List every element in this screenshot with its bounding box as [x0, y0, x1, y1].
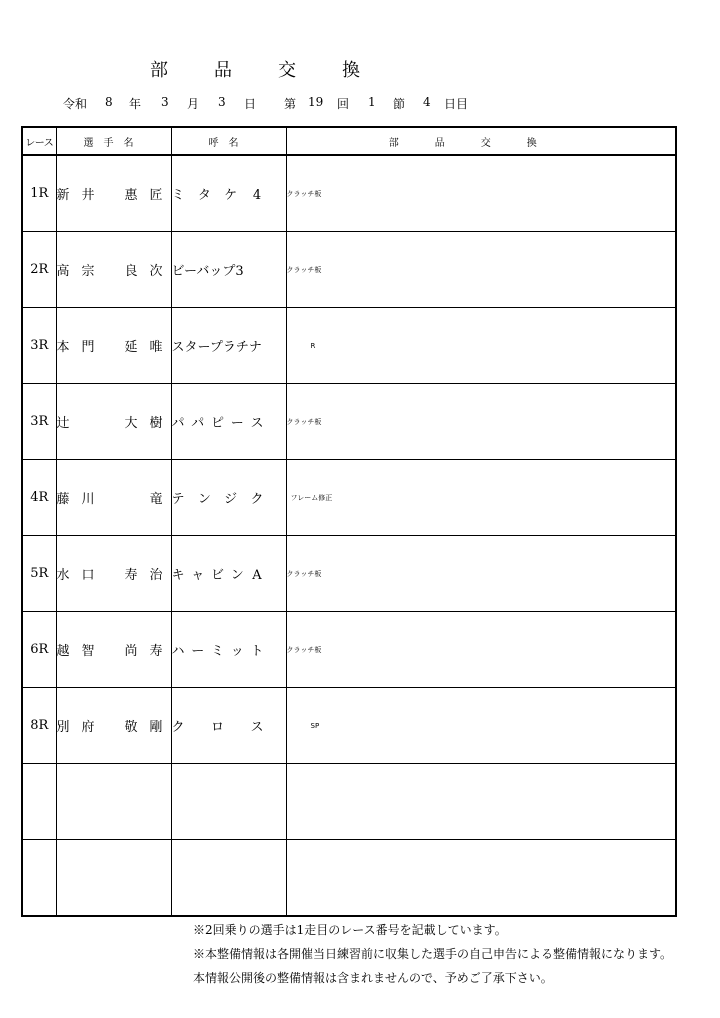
date-month-unit: 月: [187, 97, 200, 111]
call-name: [171, 688, 286, 764]
call-name-char: ク: [250, 492, 264, 507]
player-name-char: 新: [56, 188, 70, 203]
parts-exchanged: クラッチ板: [286, 155, 676, 232]
player-name: [56, 232, 171, 308]
call-name-char: ジ: [224, 492, 238, 507]
table-row: [22, 764, 676, 840]
player-name-char: 樹: [149, 416, 163, 431]
player-name-char: 高: [56, 264, 70, 279]
date-month: 3: [161, 95, 169, 109]
player-name-char: 宗: [81, 264, 95, 279]
date-era: 令和: [63, 97, 88, 111]
call-name-char: ー: [230, 416, 244, 431]
player-name-char: 府: [81, 720, 95, 735]
call-name-char: ハ: [171, 644, 185, 659]
player-name-char: 水: [56, 568, 70, 583]
notes: [193, 918, 672, 990]
player-name-char: 寿: [149, 644, 163, 659]
date-year-unit: 年: [129, 97, 142, 111]
table-row: [22, 840, 676, 917]
call-name-char: ス: [250, 720, 264, 735]
call-name-char: ャ: [191, 568, 205, 583]
player-name-char: 智: [81, 644, 95, 659]
series-number: 19: [308, 95, 324, 109]
note-line: ※本整備情報は各開催当日練習前に収集した選手の自己申告による整備情報になります。: [193, 947, 673, 961]
player-name: [56, 155, 171, 232]
parts-exchanged: クラッチ板: [286, 612, 676, 688]
player-name-char: 剛: [149, 720, 163, 735]
call-name: [171, 764, 286, 840]
series-unit: 回: [337, 97, 350, 111]
call-name-char: ン: [230, 568, 244, 583]
player-name: [56, 460, 171, 536]
parts-exchanged: クラッチ板: [286, 536, 676, 612]
player-name-char: 延: [124, 340, 138, 355]
player-name-char: 井: [81, 188, 95, 203]
player-name-char: 寿: [124, 568, 138, 583]
call-name-char: ッ: [230, 644, 244, 659]
player-name-char: 惠: [124, 188, 138, 203]
parts-exchanged: SP: [286, 688, 676, 764]
call-name-char: ケ: [224, 188, 238, 203]
table-row: [22, 460, 676, 536]
call-name-char: A: [252, 568, 262, 583]
race-number: 3R: [22, 384, 56, 460]
call-name: [171, 155, 286, 232]
call-name-char: ミ: [171, 188, 185, 203]
player-name: [56, 840, 171, 917]
player-name-char: 越: [56, 644, 70, 659]
parts-exchanged: R: [286, 308, 676, 384]
player-name-char: 藤: [56, 492, 70, 507]
player-name: [56, 384, 171, 460]
table-header-row: [22, 127, 676, 155]
player-name-char: 竜: [149, 492, 163, 507]
call-name-char: ン: [197, 492, 211, 507]
player-name: [56, 764, 171, 840]
player-name-char: 尚: [124, 644, 138, 659]
header-call-name: 呼名: [171, 127, 286, 155]
player-name: [56, 536, 171, 612]
race-number: 1R: [22, 155, 56, 232]
header-race: レース: [22, 127, 56, 155]
section-number: 1: [368, 95, 376, 109]
race-number: [22, 764, 56, 840]
race-number: 3R: [22, 308, 56, 384]
race-number: [22, 840, 56, 917]
race-number: 2R: [22, 232, 56, 308]
player-name-char: 口: [81, 568, 95, 583]
player-name-char: 次: [149, 264, 163, 279]
race-number: 8R: [22, 688, 56, 764]
player-name: [56, 612, 171, 688]
date-day-unit: 日: [244, 97, 257, 111]
player-name-char: 辻: [56, 416, 70, 431]
parts-exchange-table: [21, 126, 677, 917]
parts-exchanged: [286, 764, 676, 840]
player-name: [56, 688, 171, 764]
call-name-char: ー: [191, 644, 205, 659]
parts-exchanged: [286, 840, 676, 917]
call-name: [171, 308, 286, 384]
note-line: ※2回乗りの選手は1走目のレース番号を記載しています。: [193, 923, 507, 937]
player-name: [56, 308, 171, 384]
call-name-char: パ: [171, 416, 185, 431]
call-name: [171, 384, 286, 460]
player-name-char: 敬: [124, 720, 138, 735]
player-name-char: 別: [56, 720, 70, 735]
call-name-char: キ: [171, 568, 185, 583]
call-name-char: テ: [171, 492, 185, 507]
player-name-char: 唯: [149, 340, 163, 355]
page-title: 部品交換: [150, 60, 406, 81]
note-line: 本情報公開後の整備情報は含まれませんので、予めご了承下さい。: [193, 971, 553, 985]
section-unit: 節: [393, 97, 406, 111]
player-name-char: 治: [149, 568, 163, 583]
table-row: [22, 536, 676, 612]
player-name-char: 本: [56, 340, 70, 355]
call-name-char: タ: [197, 188, 211, 203]
parts-exchanged: フレーム修正: [286, 460, 676, 536]
player-name-char: 川: [81, 492, 95, 507]
table-row: [22, 688, 676, 764]
call-name-char: ロ: [211, 720, 225, 735]
race-number: 6R: [22, 612, 56, 688]
table-row: [22, 232, 676, 308]
call-name: [171, 536, 286, 612]
call-name-char: 4: [252, 188, 262, 203]
call-name: [171, 460, 286, 536]
call-name-char: パ: [191, 416, 205, 431]
player-name-char: 大: [124, 416, 138, 431]
table-row: [22, 155, 676, 232]
call-name: [171, 840, 286, 917]
call-name-char: ス: [250, 416, 264, 431]
date-day: 3: [218, 95, 226, 109]
call-name-char: ミ: [211, 644, 225, 659]
parts-exchanged: クラッチ板: [286, 232, 676, 308]
table-row: [22, 384, 676, 460]
call-name: [171, 612, 286, 688]
parts-exchanged: クラッチ板: [286, 384, 676, 460]
table-row: [22, 612, 676, 688]
player-name-char: 門: [81, 340, 95, 355]
date-year: 8: [105, 95, 113, 109]
header-player-name: 選手名: [56, 127, 171, 155]
header-parts-exchange: 部品交換: [286, 127, 676, 155]
race-number: 4R: [22, 460, 56, 536]
call-name-char: スタープラチナ: [171, 340, 262, 355]
day-number: 4: [423, 95, 431, 109]
call-name-char: ビ: [211, 568, 225, 583]
call-name-char: ク: [171, 720, 185, 735]
call-name: [171, 232, 286, 308]
player-name-char: 匠: [149, 188, 163, 203]
day-number-unit: 日目: [444, 97, 469, 111]
call-name-char: ビーバップ3: [171, 264, 244, 279]
call-name-char: ピ: [211, 416, 225, 431]
call-name-char: ト: [250, 644, 264, 659]
race-number: 5R: [22, 536, 56, 612]
player-name-char: 良: [124, 264, 138, 279]
series-prefix: 第: [284, 97, 297, 111]
table-row: [22, 308, 676, 384]
